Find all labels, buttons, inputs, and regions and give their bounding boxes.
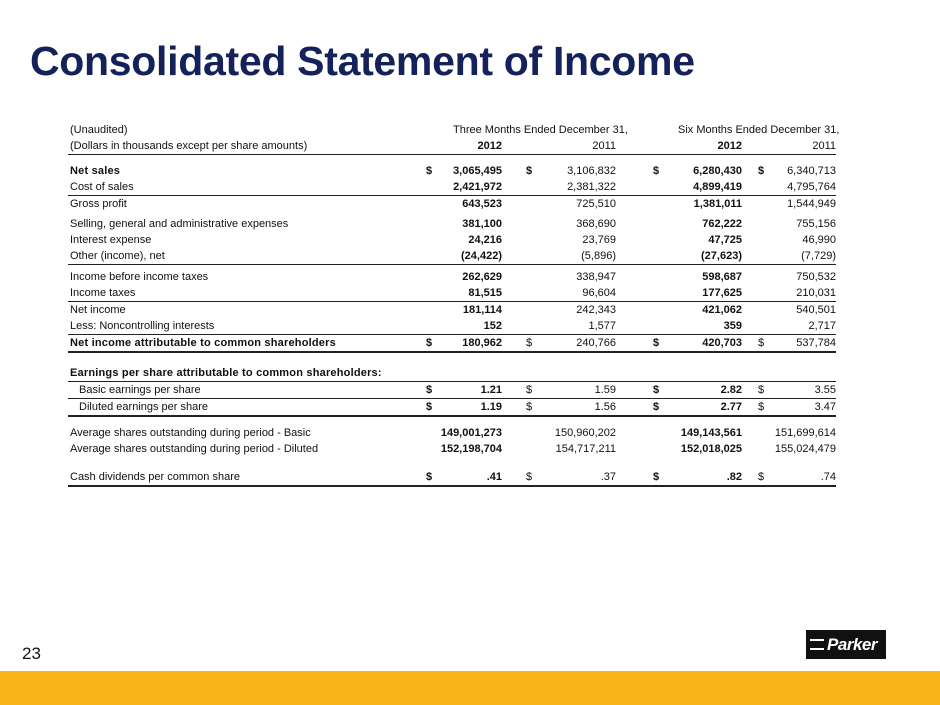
cell-value: 151,699,614 <box>774 427 836 439</box>
currency-symbol: $ <box>653 337 660 349</box>
currency-symbol: $ <box>758 471 765 483</box>
cell-value: 24,216 <box>468 234 502 246</box>
cell-value: 3.55 <box>814 384 836 396</box>
row-label: Basic earnings per share <box>79 384 201 396</box>
row-label: Income taxes <box>70 287 136 299</box>
row-label: Income before income taxes <box>70 271 209 283</box>
row-label: Average shares outstanding during period - Diluted <box>70 443 319 455</box>
cell-value: 1.56 <box>594 401 616 413</box>
currency-symbol: $ <box>426 384 433 396</box>
cell-value: 3,065,495 <box>453 165 502 177</box>
table-row-other-income <box>68 248 836 265</box>
cell-value: 152,018,025 <box>680 443 742 455</box>
cell-value: 154,717,211 <box>555 443 616 455</box>
cell-value: 23,769 <box>582 234 616 246</box>
currency-symbol: $ <box>653 165 660 177</box>
cell-value: 240,766 <box>576 337 616 349</box>
currency-symbol: $ <box>758 337 765 349</box>
row-label: Cost of sales <box>70 181 134 193</box>
row-label: Gross profit <box>70 198 127 210</box>
cell-value: (5,896) <box>581 250 616 262</box>
cell-value: 537,784 <box>796 337 836 349</box>
currency-symbol: $ <box>426 401 433 413</box>
table-row-income-before-taxes <box>68 269 836 285</box>
table-row-interest-expense <box>68 232 836 248</box>
currency-symbol: $ <box>758 401 765 413</box>
row-label: Cash dividends per common share <box>70 471 240 483</box>
cell-value: 2,381,322 <box>567 181 616 193</box>
income-statement-table <box>68 122 840 487</box>
table-row-basic-eps <box>68 382 836 399</box>
table-row-net-sales <box>68 163 836 179</box>
year-col-3: 2012 <box>717 140 742 152</box>
cell-value: 46,990 <box>802 234 836 246</box>
logo-text: Parker <box>827 634 877 654</box>
cell-value: 6,280,430 <box>693 165 742 177</box>
cell-value: 262,629 <box>462 271 502 283</box>
table-row-net-income-common <box>68 335 836 353</box>
year-col-1: 2012 <box>477 140 502 152</box>
cell-value: 150,960,202 <box>554 427 616 439</box>
header-row-periods <box>68 122 840 138</box>
cell-value: 338,947 <box>576 271 616 283</box>
cell-value: 1.21 <box>480 384 502 396</box>
cell-value: 149,143,561 <box>680 427 742 439</box>
cell-value: 381,100 <box>462 218 502 230</box>
cell-value: 540,501 <box>796 304 836 316</box>
cell-value: 96,604 <box>582 287 616 299</box>
cell-value: 2.77 <box>720 401 742 413</box>
cell-value: 4,795,764 <box>787 181 836 193</box>
cell-value: 420,703 <box>702 337 742 349</box>
currency-symbol: $ <box>426 165 433 177</box>
row-label: Less: Noncontrolling interests <box>70 320 215 332</box>
cell-value: 643,523 <box>462 198 502 210</box>
cell-value: 750,532 <box>796 271 836 283</box>
row-label: Selling, general and administrative expenses <box>70 218 289 230</box>
table-row-gross-profit <box>68 196 836 212</box>
cell-value: 180,962 <box>462 337 502 349</box>
cell-value: (24,422) <box>461 250 502 262</box>
cell-value: 1,381,011 <box>693 198 742 210</box>
cell-value: 2,717 <box>808 320 836 332</box>
currency-symbol: $ <box>653 384 660 396</box>
currency-symbol: $ <box>526 337 533 349</box>
cell-value: 755,156 <box>796 218 836 230</box>
cell-value: 155,024,479 <box>774 443 836 455</box>
cell-value: 3.47 <box>814 401 836 413</box>
footer-bar <box>0 671 940 705</box>
cell-value: 177,625 <box>702 287 742 299</box>
cell-value: 1,544,949 <box>787 198 836 210</box>
page-title: Consolidated Statement of Income <box>30 38 695 84</box>
cell-value: 81,515 <box>468 287 502 299</box>
currency-symbol: $ <box>758 384 765 396</box>
row-label: Net sales <box>70 165 121 177</box>
cell-value: 181,114 <box>462 304 502 316</box>
cell-value: 152 <box>483 320 502 332</box>
table-row-diluted-eps <box>68 399 836 417</box>
logo-mark-icon <box>810 639 824 650</box>
cell-value: 1.19 <box>480 401 502 413</box>
table-row-income-taxes <box>68 285 836 302</box>
currency-symbol: $ <box>426 471 433 483</box>
cell-value: 2,421,972 <box>453 181 502 193</box>
table-row-shares-diluted <box>68 441 836 457</box>
table-row-sga <box>68 216 836 232</box>
currency-symbol: $ <box>526 384 533 396</box>
cell-value: 1.59 <box>594 384 616 396</box>
table-row-noncontrolling-interests <box>68 318 836 335</box>
currency-symbol: $ <box>526 401 533 413</box>
row-label: Other (income), net <box>70 250 165 262</box>
units-label: (Dollars in thousands except per share amounts) <box>70 140 308 152</box>
currency-symbol: $ <box>758 165 765 177</box>
row-label: Net income attributable to common shareholders <box>70 337 336 349</box>
table-row-cost-of-sales <box>68 179 836 196</box>
row-label: Average shares outstanding during period - Basic <box>70 427 311 439</box>
currency-symbol: $ <box>426 337 433 349</box>
three-months-header: Three Months Ended December 31, <box>453 124 628 136</box>
cell-value: 368,690 <box>576 218 616 230</box>
table-row-eps-header <box>68 365 836 382</box>
currency-symbol: $ <box>653 471 660 483</box>
cell-value: 242,343 <box>576 304 616 316</box>
cell-value: .74 <box>820 471 836 483</box>
cell-value: 4,899,419 <box>693 181 742 193</box>
cell-value: (7,729) <box>801 250 836 262</box>
page-number: 23 <box>22 644 41 663</box>
cell-value: 598,687 <box>702 271 742 283</box>
header-row-years <box>68 138 836 155</box>
row-label: Earnings per share attributable to common shareholders: <box>70 367 382 379</box>
currency-symbol: $ <box>526 165 533 177</box>
row-label: Diluted earnings per share <box>79 401 209 413</box>
cell-value: 6,340,713 <box>787 165 836 177</box>
cell-value: .41 <box>486 471 502 483</box>
cell-value: 762,222 <box>702 218 742 230</box>
year-col-2: 2011 <box>592 140 616 152</box>
cell-value: (27,623) <box>701 250 742 262</box>
cell-value: .82 <box>726 471 742 483</box>
currency-symbol: $ <box>526 471 533 483</box>
cell-value: 3,106,832 <box>567 165 616 177</box>
cell-value: 2.82 <box>720 384 742 396</box>
six-months-header: Six Months Ended December 31, <box>678 124 840 136</box>
parker-logo <box>806 630 886 659</box>
cell-value: 725,510 <box>576 198 616 210</box>
currency-symbol: $ <box>653 401 660 413</box>
table-row-cash-dividends <box>68 469 836 487</box>
table-row-net-income <box>68 302 836 318</box>
cell-value: 1,577 <box>588 320 616 332</box>
table-row-shares-basic <box>68 425 836 441</box>
cell-value: 421,062 <box>702 304 742 316</box>
row-label: Interest expense <box>70 234 152 246</box>
cell-value: 152,198,704 <box>440 443 502 455</box>
cell-value: 210,031 <box>796 287 836 299</box>
year-col-4: 2011 <box>812 140 836 152</box>
cell-value: .37 <box>600 471 616 483</box>
cell-value: 149,001,273 <box>440 427 502 439</box>
unaudited-label: (Unaudited) <box>70 124 128 136</box>
cell-value: 47,725 <box>708 234 742 246</box>
cell-value: 359 <box>723 320 742 332</box>
row-label: Net income <box>70 304 126 316</box>
